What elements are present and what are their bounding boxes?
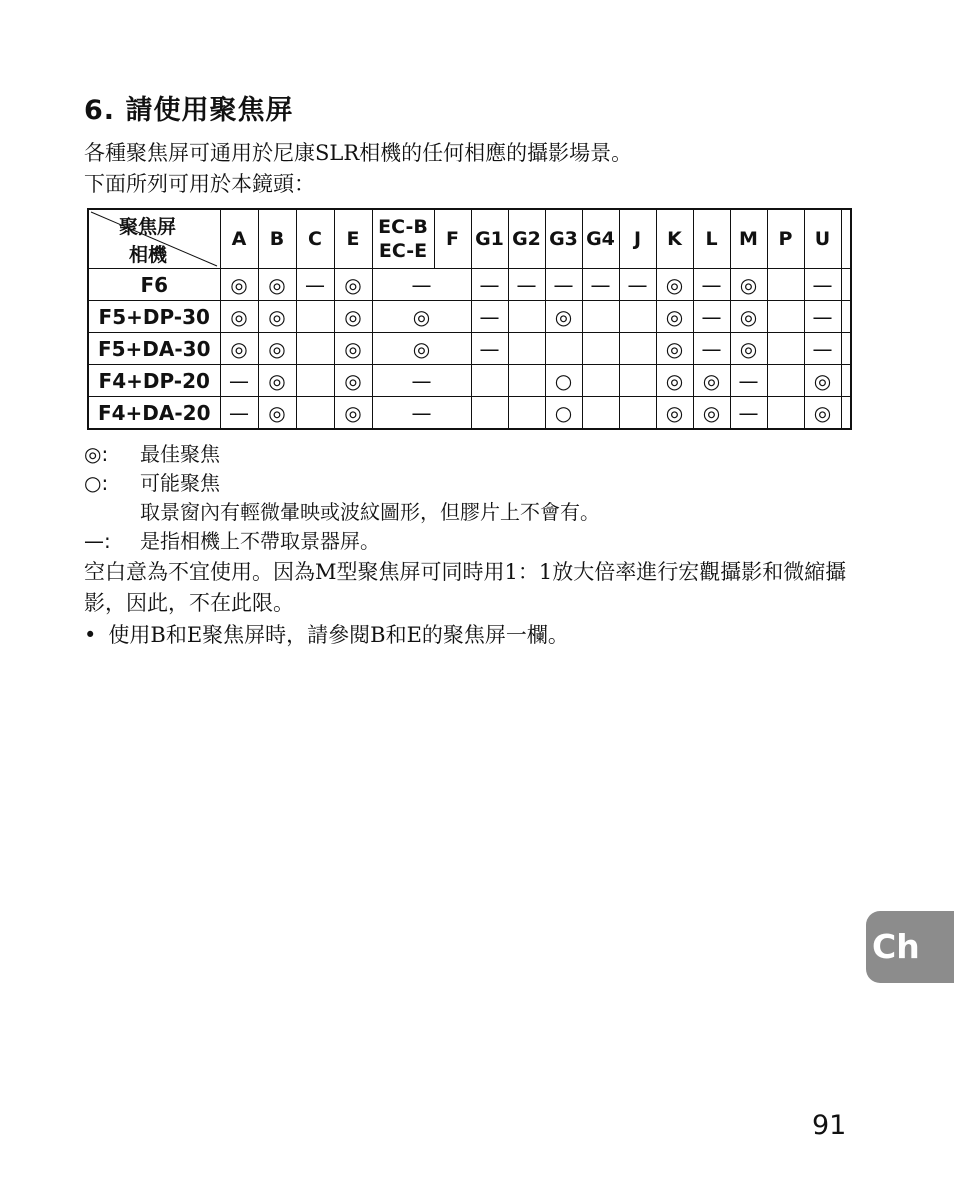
compat-cell: ◎ [258,397,296,430]
column-header: L [693,209,730,269]
focusing-screen-table [87,208,852,430]
compat-cell: ◎ [656,301,693,333]
column-header: P [767,209,804,269]
compat-cell: ◎ [258,269,296,301]
intro-line-1: 各種聚焦屏可通用於尼康SLR相機的任何相應的攝影場景。 [84,141,633,165]
column-header: G4 [582,209,619,269]
table-row [88,397,851,430]
compat-cell: ◎ [220,269,258,301]
blank-note: 空白意為不宜使用。因為M型聚焦屏可同時用1：1放大倍率進行宏觀攝影和微縮攝影，因此，不在此限。 [84,560,847,615]
column-header: G1 [471,209,508,269]
compat-cell: — [508,269,545,301]
legend-ok-text: 可能聚焦 [140,471,220,495]
intro-line-2: 下面所列可用於本鏡頭： [84,172,315,196]
compat-cell [619,301,656,333]
compat-cell: — [804,333,841,365]
compat-cell [582,301,619,333]
legend-none-text: 是指相機上不帶取景器屏。 [140,529,380,553]
compat-cell: ◎ [656,333,693,365]
dash-icon: —: [84,529,111,553]
legend-best-text: 最佳聚焦 [140,442,220,466]
compat-cell: — [693,333,730,365]
compat-cell: ◎ [804,397,841,430]
compat-cell: — [619,269,656,301]
table-row [88,269,851,301]
double-circle-icon: ◎: [84,442,109,466]
compat-cell: ◎ [656,269,693,301]
bullet-icon: • [84,623,97,647]
camera-cell: F6 [88,269,220,301]
compat-cell: — [804,269,841,301]
compat-cell: ○ [545,397,582,430]
compat-cell: — [471,269,508,301]
compat-cell: — [372,365,471,397]
compat-cell [767,269,804,301]
compat-cell [471,365,508,397]
compat-cell [582,365,619,397]
compat-cell: ◎ [545,301,582,333]
corner-label-screen: 聚焦屏 [119,216,177,238]
compat-cell: ○ [545,365,582,397]
compat-cell [841,333,851,365]
column-header: M [730,209,767,269]
bullet-note [84,620,569,651]
column-header: EC-B [378,216,428,238]
table-body [88,269,851,430]
compat-cell: ◎ [258,301,296,333]
compat-cell [841,301,851,333]
section-title: 6. 請使用聚焦屏 [84,95,294,126]
compat-cell [545,333,582,365]
compat-cell [296,301,334,333]
compat-cell [296,333,334,365]
column-header: C [296,209,334,269]
table-row [88,365,851,397]
column-header: G2 [508,209,545,269]
compat-cell [619,365,656,397]
compat-cell: ◎ [334,269,372,301]
bullet-text: 使用B和E聚焦屏時，請參閱B和E的聚焦屏一欄。 [108,623,569,647]
chapter-tab-label: Ch [872,927,920,966]
legend-ok-note-text: 取景窗內有輕微暈映或波紋圖形，但膠片上不會有。 [140,500,600,524]
page-number: 91 [812,1110,847,1141]
camera-cell: F5+DA-30 [88,333,220,365]
compat-cell [508,397,545,430]
compat-cell [619,333,656,365]
compat-cell: — [471,301,508,333]
column-header: B [258,209,296,269]
compat-cell: ◎ [258,365,296,397]
compat-cell [841,365,851,397]
compat-cell: — [372,397,471,430]
compat-cell [471,397,508,430]
compat-cell: ◎ [220,333,258,365]
compat-cell: — [730,397,767,430]
circle-icon: ○: [84,471,109,495]
compat-cell: — [220,397,258,430]
compat-cell: ◎ [656,365,693,397]
compat-cell [767,333,804,365]
compat-cell [767,397,804,430]
column-header: K [656,209,693,269]
compat-cell: ◎ [730,301,767,333]
table-row [88,301,851,333]
compat-cell [619,397,656,430]
compat-cell: ◎ [334,333,372,365]
column-header: EC-E [378,240,428,262]
compat-cell: — [804,301,841,333]
camera-cell: F5+DP-30 [88,301,220,333]
compat-cell [841,269,851,301]
column-header: G3 [545,209,582,269]
compat-cell: — [730,365,767,397]
camera-cell: F4+DA-20 [88,397,220,430]
compat-cell: ◎ [220,301,258,333]
compat-cell: ◎ [372,333,471,365]
compat-cell [582,333,619,365]
intro-text [84,138,864,200]
compat-cell [767,365,804,397]
column-header-ec [372,209,434,269]
corner-label-camera: 相機 [129,244,168,266]
chapter-tab [866,911,954,983]
column-header: A [220,209,258,269]
compat-cell [296,397,334,430]
column-header: U [804,209,841,269]
compat-cell: ◎ [730,333,767,365]
compat-cell: — [693,269,730,301]
compat-cell [841,397,851,430]
compat-cell: — [296,269,334,301]
compat-cell: ◎ [372,301,471,333]
compat-cell [296,365,334,397]
table-row [88,333,851,365]
column-header: E [334,209,372,269]
column-header: J [619,209,656,269]
compat-cell: — [220,365,258,397]
compat-cell: ◎ [334,397,372,430]
compat-cell [508,333,545,365]
compat-cell [508,301,545,333]
compat-cell: — [471,333,508,365]
table-corner-cell [88,209,220,269]
compat-cell: — [372,269,471,301]
compat-cell: ◎ [334,301,372,333]
compat-cell [767,301,804,333]
column-header: F [434,209,471,269]
compat-cell: ◎ [258,333,296,365]
compat-cell: ◎ [656,397,693,430]
compat-cell [508,365,545,397]
compat-cell: ◎ [730,269,767,301]
compat-cell: — [545,269,582,301]
compat-cell: ◎ [334,365,372,397]
table-header-row [88,209,851,269]
compat-cell [582,397,619,430]
compat-cell: ◎ [693,365,730,397]
compat-cell: — [693,301,730,333]
compat-cell: ◎ [693,397,730,430]
compat-cell: — [582,269,619,301]
compat-cell: ◎ [804,365,841,397]
camera-cell: F4+DP-20 [88,365,220,397]
